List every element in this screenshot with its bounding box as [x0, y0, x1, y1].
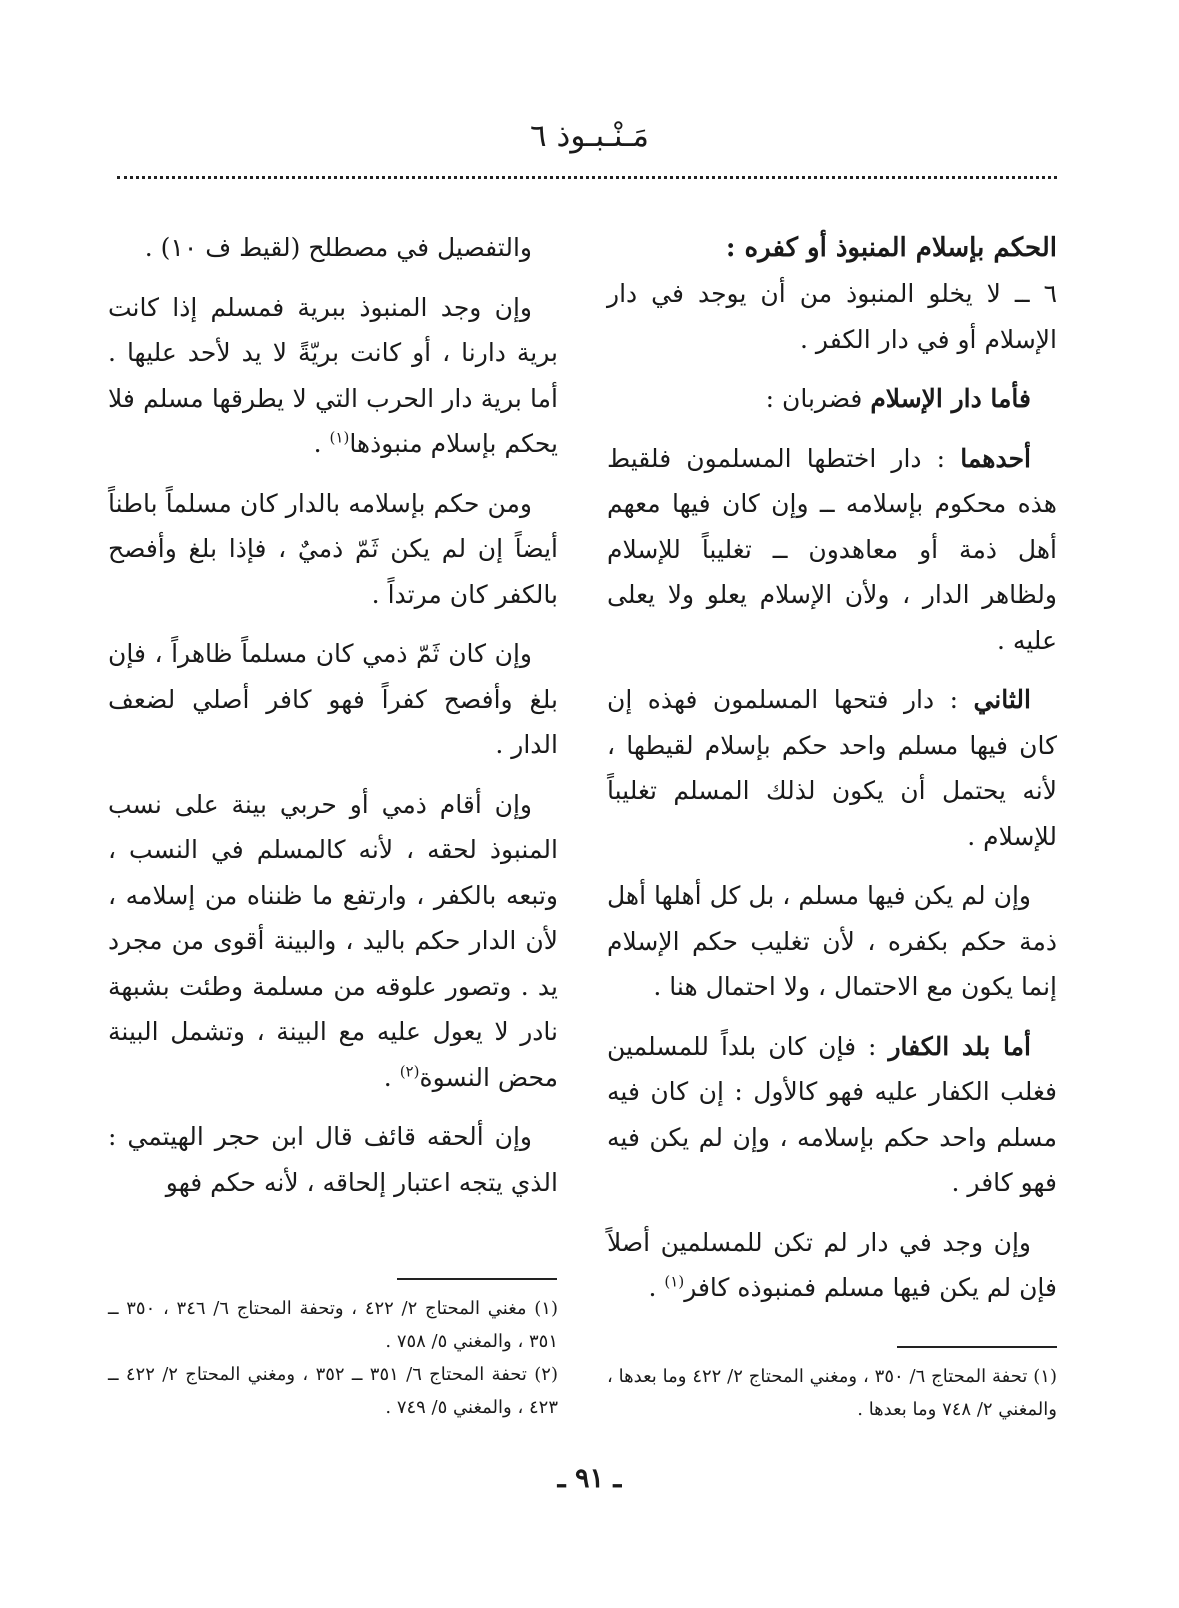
- paragraph-dhimmi-present: وإن كان ثَمّ ذمي كان مسلماً ظاهراً ، فإن بلغ وأفصح كفراً فهو كافر أصلي لضعف الدار .: [108, 639, 558, 759]
- term-kuffar-land: أما بلد الكفار: [888, 1031, 1031, 1061]
- footnotes-right: [607, 1360, 1057, 1426]
- paragraph-first-kind: أحدهما : دار اختطها المسلمون فلقيط هذه محكوم بإسلامه ــ وإن كان فيها معهم أهل ذمة أو معاهدون ــ تغليباً للإسلام ولظاهر الدار ، ولأن الإسلام يعلو ولا يعلى عليه .: [607, 443, 1057, 655]
- running-title: مَـنْـبـوذ ٦: [530, 118, 649, 154]
- paragraph-no-muslim: وإن لم يكن فيها مسلم ، بل كل أهلها أهل ذمة حكم بكفره ، لأن تغليب حكم الإسلام إنما يكون مع الاحتمال ، ولا احتمال هنا .: [607, 881, 1057, 1001]
- paragraph-evidence: وإن أقام ذمي أو حربي بينة على نسب المنبوذ لحقه ، لأنه كالمسلم في النسب ، وتبعه بالكفر ، وارتفع ما ظنناه من إسلامه ، لأن الدار حكم باليد ، والبينة أقوى من مجرد يد . وتصور علوقه من مسلمة وطئت بشبهة نادر لا يعول عليه مع البينة ، وتشمل البينة محض النسوة$^{(٢)}$ .: [108, 789, 558, 1092]
- term-second: الثاني: [973, 685, 1031, 714]
- paragraph-dar-islam: فأما دار الإسلام فضربان :: [765, 384, 1031, 413]
- section-heading: الحكم بإسلام المنبوذ أو كفره :: [725, 233, 1057, 263]
- right-column: [607, 225, 1057, 1325]
- paragraph-qaif: وإن ألحقه قائف قال ابن حجر الهيتمي : الذي يتجه اعتبار إلحاقه ، لأنه حكم فهو: [108, 1122, 558, 1197]
- paragraph-never-muslim: وإن وجد في دار لم تكن للمسلمين أصلاً فإن لم يكن فيها مسلم فمنبوذه كافر$^{(١)}$ .: [607, 1227, 1057, 1302]
- footnotes-left: [108, 1292, 558, 1424]
- page-number: ـ ٩١ ـ: [557, 1463, 622, 1494]
- footnote-2-left: (٢) تحفة المحتاج ٦/ ٣٥١ ــ ٣٥٢ ، ومغني المحتاج ٢/ ٤٢٢ ــ ٤٢٣ ، والمغني ٥/ ٧٤٩ .: [108, 1364, 558, 1418]
- term-dar-islam: فأما دار الإسلام: [870, 384, 1031, 413]
- footnote-rule-right: [897, 1346, 1057, 1348]
- paragraph-second-kind: الثاني : دار فتحها المسلمون فهذه إن كان فيها مسلم واحد حكم بإسلام لقيطها ، لأنه يحتمل أن يكون لذلك المسلم تغليباً للإسلام .: [607, 685, 1057, 851]
- paragraph-kuffar-land: أما بلد الكفار : فإن كان بلداً للمسلمين فغلب الكفار عليه فهو كالأول : إن كان فيه مسلم واحد حكم بإسلامه ، وإن لم يكن فيه فهو كافر .: [607, 1031, 1057, 1197]
- left-column: [108, 225, 558, 1219]
- term-first: أحدهما: [960, 443, 1031, 473]
- footnote-ref: (٢): [399, 1062, 420, 1081]
- footnote-1-right: (١) تحفة المحتاج ٦/ ٣٥٠ ، ومغني المحتاج ٢/ ٤٢٢ وما بعدها ، والمغني ٢/ ٧٤٨ وما بعدها .: [607, 1366, 1057, 1420]
- paragraph-wilderness: وإن وجد المنبوذ ببرية فمسلم إذا كانت برية دارنا ، أو كانت بريّةً لا يد لأحد عليها . أما برية دار الحرب التي لا يطرقها مسلم فلا يحكم بإسلام منبوذها$^{(١)}$ .: [108, 292, 558, 458]
- footnote-1-left: (١) مغني المحتاج ٢/ ٤٢٢ ، وتحفة المحتاج ٦/ ٣٤٦ ، ٣٥٠ ــ ٣٥١ ، والمغني ٥/ ٧٥٨ .: [108, 1298, 558, 1352]
- footnote-ref: (١): [329, 428, 350, 447]
- footnote-rule-left: [397, 1278, 557, 1280]
- paragraph-reference: والتفصيل في مصطلح (لقيط ف ١٠) .: [144, 233, 532, 262]
- footnote-ref: (١): [664, 1272, 685, 1291]
- paragraph-apostate: ومن حكم بإسلامه بالدار كان مسلماً باطناً أيضاً إن لم يكن ثَمّ ذميٌ ، فإذا بلغ وأفصح بالكفر كان مرتداً .: [108, 488, 558, 609]
- paragraph-6: ٦ ــ لا يخلو المنبوذ من أن يوجد في دار الإسلام أو في دار الكفر .: [607, 279, 1057, 354]
- header-dotted-rule: [117, 176, 1057, 179]
